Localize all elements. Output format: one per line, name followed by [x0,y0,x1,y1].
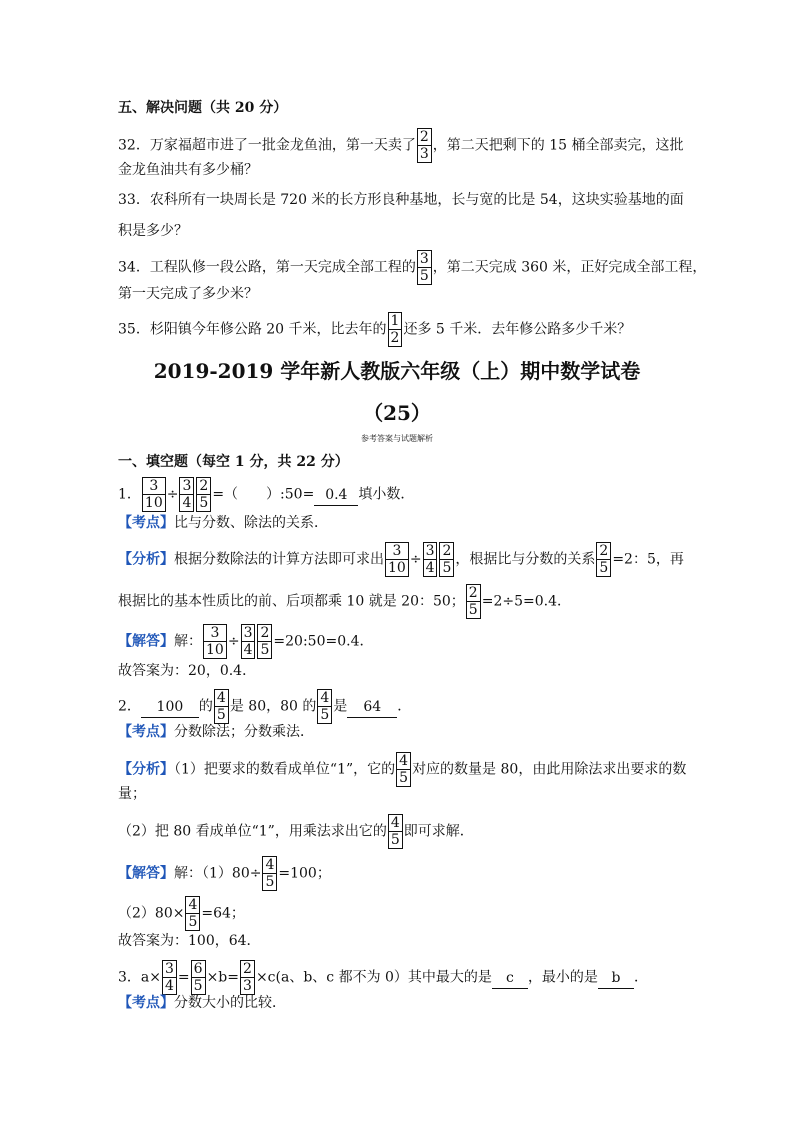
fraction: $\frac{2}{5}$ [196,477,211,512]
question-3: 3．a× $\frac{3}{4}$ = $\frac{6}{5}$ ×b= $\frac{2}{3}$ ×c(a、b、c 都不为 0）其中最大的是 c ，最小的是 b ． [118,961,648,994]
jieda-tag: 【解答】 [118,633,174,650]
fraction: $\frac{2}{5}$ [466,584,481,619]
q2-answer: 故答案为：100，64． [118,933,261,949]
fraction: $\frac{4}{5}$ [388,814,403,849]
fraction: $\frac{2}{3}$ [417,128,432,163]
section5-heading: 五、解决问题（共 20 分） [118,100,288,116]
q34-text-a: 34．工程队修一段公路，第一天完成全部工程的 [118,259,416,276]
q1-answer: 故答案为：20，0.4． [118,663,257,679]
q32-text-a: 32．万家福超市进了一批金龙鱼油，第一天卖了 [118,137,416,154]
question-34 [118,250,706,285]
fraction: $\frac{2}{5}$ [596,542,611,577]
fraction: $\frac{4}{5}$ [262,856,277,891]
fraction: $\frac{3}{10}$ [385,542,409,577]
question-32-cont: 金龙鱼油共有多少桶？ [118,162,258,178]
fraction: $\frac{3}{4}$ [423,542,438,577]
q1-jieda: 【解答】解： $\frac{3}{10}$ ÷ $\frac{3}{4}$ $\frac{2}{5}$ =20:50=0.4． [118,625,374,658]
fraction: $\frac{4}{5}$ [317,689,332,724]
q2-jieda: 【解答】解：（1）80÷ $\frac{4}{5}$ =100； [118,857,331,890]
q32-text-b: ，第二天把剩下的 15 桶全部卖完，这批 [432,137,684,154]
q1-kaodian: 【考点】比与分数、除法的关系． [118,515,328,531]
fraction: $\frac{3}{4}$ [179,477,194,512]
page-title: 2019-2019 学年新人教版六年级（上）期中数学试卷 [153,359,641,383]
answer-blank: 100 [141,697,199,718]
fraction: $\frac{4}{5}$ [396,752,411,787]
question-35 [118,312,631,347]
q1-fenxi-cont: 根据比的基本性质比的前、后项都乘 10 就是 20：50； $\frac{2}{5}$ =2÷5=0.4． [118,585,571,618]
question-2: 2． 100 的 $\frac{4}{5}$ 是 80，80 的 $\frac{4}{5}$ 是 64 ． [118,690,412,723]
question-1: 1． $\frac{3}{10}$ ÷ $\frac{3}{4}$ $\frac{2}{5}$ =（ ）:50= 0.4 填小数． [118,478,415,511]
q34-text-b: ，第二天完成 360 米，正好完成全部工程， [432,259,707,276]
q1-fenxi: 【分析】根据分数除法的计算方法即可求出 $\frac{3}{10}$ ÷ $\frac{3}{4}$ $\frac{2}{5}$ ，根据比与分数的关系 $\frac{2}{5}$ =2：5，再 [118,543,684,576]
fraction: $\frac{2}{5}$ [439,542,454,577]
fraction: $\frac{3}{4}$ [241,624,256,659]
q3-kaodian: 【考点】分数大小的比较． [118,995,286,1011]
question-34-cont: 第一天完成了多少米？ [118,286,258,302]
fraction: $\frac{3}{10}$ [203,624,227,659]
answer-blank: 64 [347,697,397,718]
fraction: $\frac{1}{2}$ [388,312,403,347]
answer-blank: 0.4 [314,485,358,506]
fraction: $\frac{6}{5}$ [191,960,206,995]
fraction: $\frac{4}{5}$ [185,896,200,931]
jieda-tag: 【解答】 [118,865,174,882]
question-33: 33．农科所有一块周长是 720 米的长方形良种基地，长与宽的比是 54，这块实验基地的面 [118,192,684,208]
q2-jieda-part2: （2）80× $\frac{4}{5}$ =64； [118,897,245,930]
answer-blank: b [598,968,634,989]
kaodian-tag: 【考点】 [118,995,174,1011]
fraction: $\frac{2}{5}$ [257,624,272,659]
q2-kaodian: 【考点】分数除法；分数乘法． [118,724,314,740]
q2-fenxi: 【分析】（1）把要求的数看成单位“1”，它的 $\frac{4}{5}$ 对应的数量是 80，由此用除法求出要求的数 [118,753,687,786]
answer-blank: c [492,968,528,989]
fenxi-tag: 【分析】 [118,551,174,568]
page-title-number: （25） [363,401,431,425]
fraction: $\frac{4}{5}$ [214,689,229,724]
fraction: $\frac{3}{10}$ [142,477,166,512]
q35-text-b: 还多 5 千米．去年修公路多少千米？ [403,321,632,338]
fraction: $\frac{2}{3}$ [240,960,255,995]
kaodian-tag: 【考点】 [118,515,174,531]
fraction: $\frac{3}{5}$ [417,250,432,285]
page-subtitle: 参考答案与试题解析 [361,434,433,443]
section1-heading: 一、填空题（每空 1 分，共 22 分） [118,454,349,470]
fenxi-tag: 【分析】 [118,761,174,778]
question-32 [118,128,683,163]
question-33-cont: 积是多少？ [118,223,188,239]
q2-fenxi-part2: （2）把 80 看成单位“1”，用乘法求出它的 $\frac{4}{5}$ 即可求解． [118,815,474,848]
kaodian-tag: 【考点】 [118,724,174,740]
q35-text-a: 35．杉阳镇今年修公路 20 千米，比去年的 [118,321,387,338]
q2-fenxi-cont: 量； [118,786,146,802]
fraction: $\frac{3}{4}$ [162,960,177,995]
